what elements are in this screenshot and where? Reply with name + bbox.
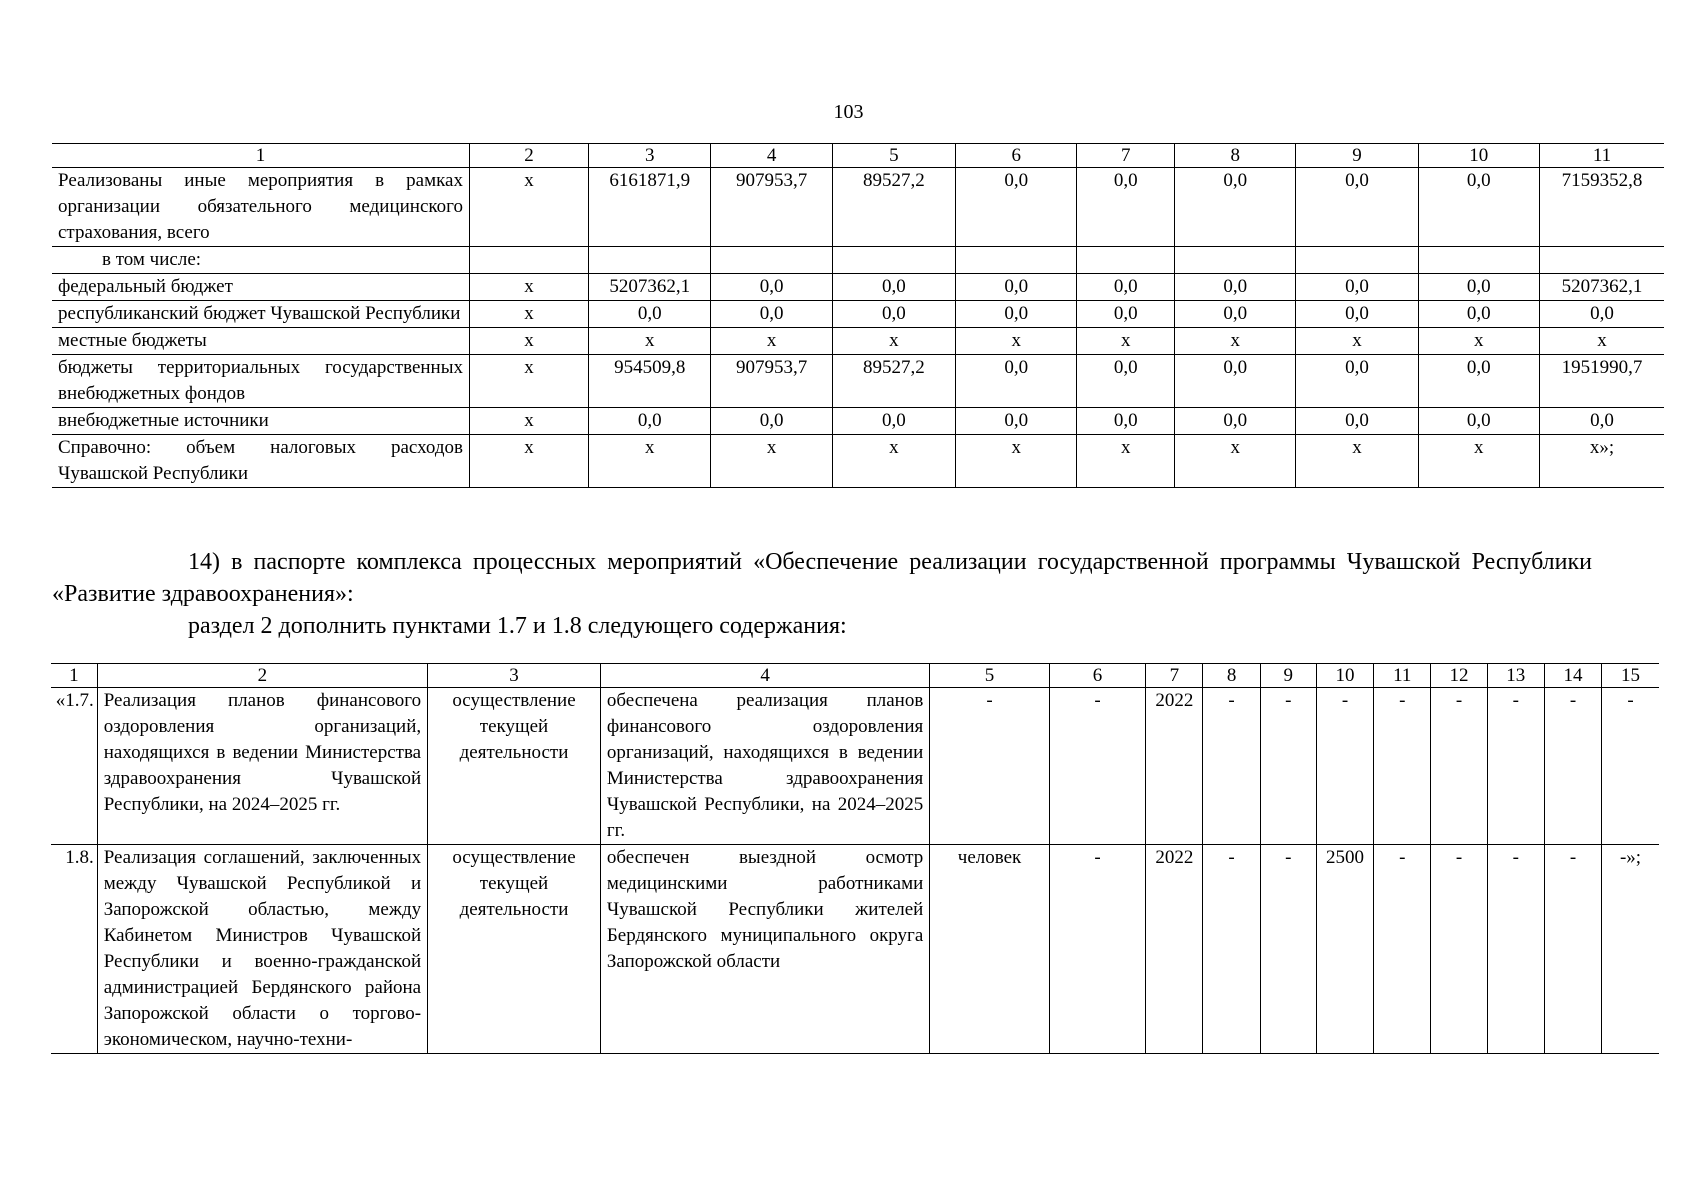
- cell: 0,0: [1175, 274, 1296, 301]
- row-label: внебюджетные источники: [52, 408, 469, 435]
- cell: 0,0: [832, 274, 955, 301]
- header-cell: 15: [1602, 664, 1659, 688]
- cell: 0,0: [956, 274, 1077, 301]
- cell: 0,0: [956, 168, 1077, 247]
- row-label: Справочно: объем налоговых расходов Чувашской Республики: [52, 435, 469, 488]
- page-number: 103: [833, 101, 864, 123]
- cell: 0,0: [711, 274, 832, 301]
- cell: -: [1203, 845, 1260, 1054]
- cell: -: [1374, 688, 1431, 845]
- header-cell: 11: [1374, 664, 1431, 688]
- cell: 0,0: [1296, 301, 1418, 328]
- row-label: бюджеты территориальных государственных внебюджетных фондов: [52, 355, 469, 408]
- amendment-paragraph: 14) в паспорте комплекса процессных мероприятий «Обеспечение реализации государственной программы Чувашской Республики «Развитие здравоохранения»:: [52, 549, 1592, 607]
- cell: -: [1431, 845, 1487, 1054]
- cell: -: [1260, 845, 1316, 1054]
- cell: 0,0: [1296, 168, 1418, 247]
- header-cell: 3: [589, 144, 711, 168]
- row-label: в том числе:: [52, 247, 469, 274]
- table-row: [52, 408, 1664, 435]
- cell: 0,0: [589, 301, 711, 328]
- header-cell: 3: [428, 664, 601, 688]
- cell: x: [832, 435, 955, 488]
- cell: x: [1539, 328, 1664, 355]
- cell: -»;: [1602, 845, 1659, 1054]
- cell: 0,0: [1418, 301, 1539, 328]
- cell: 0,0: [832, 301, 955, 328]
- cell: 0,0: [1418, 408, 1539, 435]
- cell: x: [1077, 435, 1175, 488]
- cell: 0,0: [1175, 168, 1296, 247]
- cell: -: [1203, 688, 1260, 845]
- cell: x: [956, 328, 1077, 355]
- header-cell: 12: [1431, 664, 1487, 688]
- cell: [1077, 247, 1175, 274]
- cell: x: [469, 168, 588, 247]
- cell: x: [1296, 435, 1418, 488]
- table-row: [51, 845, 1659, 1054]
- header-cell: 7: [1077, 144, 1175, 168]
- header-cell: 2: [97, 664, 427, 688]
- activity-name: Реализация соглашений, заключенных между Чувашской Республикой и Запорожской областью, между Кабинетом Министров Чувашской Республики и военно-гражданской администрацией Бердянского района Запорожской области о торгово-экономическом, научно-техни-: [97, 845, 427, 1054]
- cell: -: [1049, 845, 1145, 1054]
- cell: x: [711, 435, 832, 488]
- financing-table: [52, 143, 1664, 488]
- cell: 0,0: [1539, 301, 1664, 328]
- activity-type: осуществление текущей деятельности: [428, 845, 601, 1054]
- cell: 0,0: [1418, 355, 1539, 408]
- cell: [1175, 247, 1296, 274]
- cell: 907953,7: [711, 355, 832, 408]
- header-cell: 6: [1049, 664, 1145, 688]
- cell: x: [1175, 328, 1296, 355]
- cell: -: [1544, 845, 1601, 1054]
- row-number: «1.7.: [51, 688, 97, 845]
- header-cell: 8: [1175, 144, 1296, 168]
- cell: x: [469, 301, 588, 328]
- row-label: Реализованы иные мероприятия в рамках организации обязательного медицинского страхования, всего: [52, 168, 469, 247]
- header-cell: 2: [469, 144, 588, 168]
- header-cell: 9: [1296, 144, 1418, 168]
- cell: 0,0: [1077, 408, 1175, 435]
- year-cell: 2022: [1146, 845, 1203, 1054]
- cell: 0,0: [1175, 408, 1296, 435]
- header-cell: 10: [1316, 664, 1373, 688]
- header-cell: 1: [51, 664, 97, 688]
- cell: 0,0: [711, 301, 832, 328]
- header-cell: 4: [711, 144, 832, 168]
- cell: x: [469, 274, 588, 301]
- cell: 0,0: [1539, 408, 1664, 435]
- cell: 0,0: [956, 355, 1077, 408]
- cell: 89527,2: [832, 355, 955, 408]
- cell: x: [956, 435, 1077, 488]
- cell: 0,0: [1077, 274, 1175, 301]
- cell: 954509,8: [589, 355, 711, 408]
- cell: -: [1049, 688, 1145, 845]
- cell: 0,0: [1175, 301, 1296, 328]
- activity-result: обеспечена реализация планов финансового оздоровления организаций, находящихся в ведении Министерства здравоохранения Чувашской Республики, на 2024–2025 гг.: [600, 688, 929, 845]
- cell: x: [1418, 435, 1539, 488]
- unit-cell: человек: [930, 845, 1050, 1054]
- cell: x: [1077, 328, 1175, 355]
- table-row: [52, 355, 1664, 408]
- cell: x: [469, 355, 588, 408]
- cell: 6161871,9: [589, 168, 711, 247]
- header-cell: 1: [52, 144, 469, 168]
- row-label: федеральный бюджет: [52, 274, 469, 301]
- cell: -: [1316, 688, 1373, 845]
- cell: [832, 247, 955, 274]
- cell: [956, 247, 1077, 274]
- cell: 0,0: [832, 408, 955, 435]
- cell: 0,0: [1296, 274, 1418, 301]
- cell: -: [1487, 845, 1544, 1054]
- cell: 89527,2: [832, 168, 955, 247]
- row-number: 1.8.: [51, 845, 97, 1054]
- header-cell: 9: [1260, 664, 1316, 688]
- cell: x: [1175, 435, 1296, 488]
- cell: -: [1374, 845, 1431, 1054]
- cell: x»;: [1539, 435, 1664, 488]
- table-row: [52, 301, 1664, 328]
- cell: 0,0: [1077, 301, 1175, 328]
- cell: 1951990,7: [1539, 355, 1664, 408]
- cell: x: [1418, 328, 1539, 355]
- cell: [1418, 247, 1539, 274]
- activities-table: [51, 663, 1659, 1054]
- table-row: [52, 435, 1664, 488]
- cell: 0,0: [1077, 355, 1175, 408]
- cell: 5207362,1: [589, 274, 711, 301]
- amendment-instruction: раздел 2 дополнить пунктами 1.7 и 1.8 следующего содержания:: [188, 613, 847, 639]
- cell: 0,0: [1418, 274, 1539, 301]
- cell: x: [469, 435, 588, 488]
- header-cell: 5: [832, 144, 955, 168]
- activity-type: осуществление текущей деятельности: [428, 688, 601, 845]
- cell: 0,0: [711, 408, 832, 435]
- cell: [469, 247, 588, 274]
- header-cell: 6: [956, 144, 1077, 168]
- cell: [589, 247, 711, 274]
- cell: -: [1602, 688, 1659, 845]
- cell: -: [1260, 688, 1316, 845]
- table-row: [52, 168, 1664, 247]
- cell: 0,0: [1296, 408, 1418, 435]
- year-cell: 2022: [1146, 688, 1203, 845]
- cell: [1539, 247, 1664, 274]
- cell: x: [589, 328, 711, 355]
- header-cell: 7: [1146, 664, 1203, 688]
- cell: [711, 247, 832, 274]
- cell: 0,0: [589, 408, 711, 435]
- cell: 2500: [1316, 845, 1373, 1054]
- cell: 0,0: [1077, 168, 1175, 247]
- cell: x: [832, 328, 955, 355]
- cell: -: [1487, 688, 1544, 845]
- cell: x: [469, 328, 588, 355]
- unit-cell: -: [930, 688, 1050, 845]
- cell: -: [1431, 688, 1487, 845]
- cell: 0,0: [956, 408, 1077, 435]
- table-row: [51, 688, 1659, 845]
- header-cell: 14: [1544, 664, 1601, 688]
- cell: 0,0: [1296, 355, 1418, 408]
- cell: 0,0: [956, 301, 1077, 328]
- header-cell: 8: [1203, 664, 1260, 688]
- cell: 0,0: [1418, 168, 1539, 247]
- table-header-row: [51, 664, 1659, 688]
- activity-result: обеспечен выездной осмотр медицинскими работниками Чувашской Республики жителей Бердянского муниципального округа Запорожской области: [600, 845, 929, 1054]
- row-label: республиканский бюджет Чувашской Республики: [52, 301, 469, 328]
- cell: 5207362,1: [1539, 274, 1664, 301]
- header-cell: 4: [600, 664, 929, 688]
- header-cell: 13: [1487, 664, 1544, 688]
- cell: 907953,7: [711, 168, 832, 247]
- table-row: [52, 274, 1664, 301]
- table-row: [52, 328, 1664, 355]
- row-label: местные бюджеты: [52, 328, 469, 355]
- cell: 7159352,8: [1539, 168, 1664, 247]
- header-cell: 11: [1539, 144, 1664, 168]
- cell: x: [589, 435, 711, 488]
- cell: x: [469, 408, 588, 435]
- cell: x: [1296, 328, 1418, 355]
- table-header-row: [52, 144, 1664, 168]
- header-cell: 10: [1418, 144, 1539, 168]
- table-row: [52, 247, 1664, 274]
- header-cell: 5: [930, 664, 1050, 688]
- cell: -: [1544, 688, 1601, 845]
- activity-name: Реализация планов финансового оздоровления организаций, находящихся в ведении Министерства здравоохранения Чувашской Республики, на 2024–2025 гг.: [97, 688, 427, 845]
- cell: x: [711, 328, 832, 355]
- cell: 0,0: [1175, 355, 1296, 408]
- cell: [1296, 247, 1418, 274]
